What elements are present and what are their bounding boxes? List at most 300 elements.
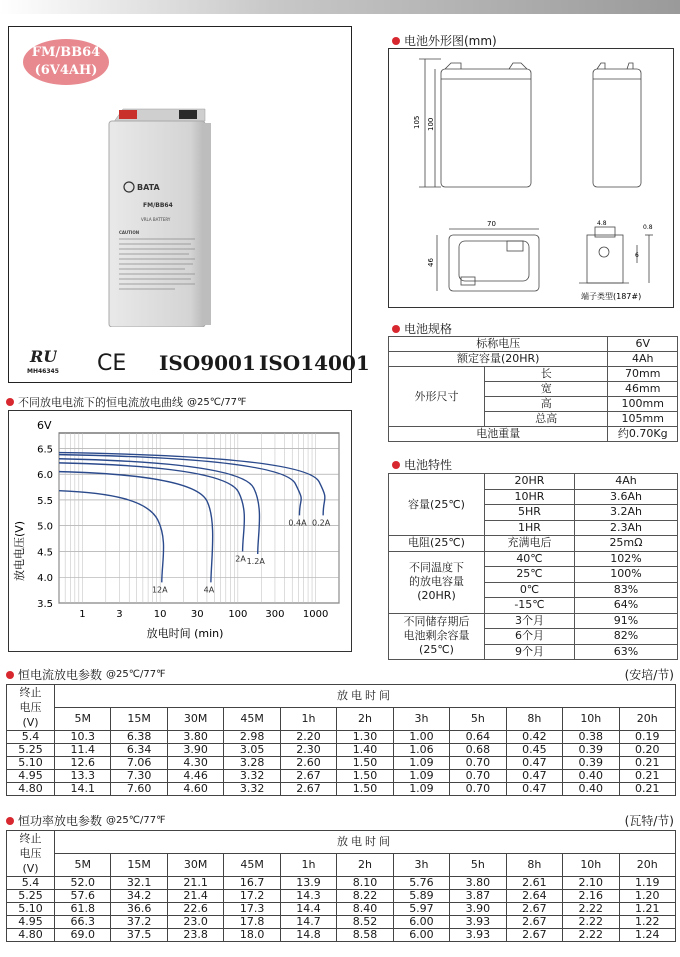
feat-key: -15℃ xyxy=(485,598,575,614)
dim-70: 70 xyxy=(487,220,496,228)
table-cell: 4.80 xyxy=(7,783,55,796)
table-cell: 3.90 xyxy=(450,903,506,916)
table-cell: 3.32 xyxy=(224,783,280,796)
table-cell: 21.1 xyxy=(167,877,223,890)
resist-label: 电阻(25℃) xyxy=(389,536,485,552)
corner-line: 电压 xyxy=(19,701,42,714)
spec-key: 标称电压 xyxy=(389,337,608,352)
cp-title-text: 恒功率放电参数 xyxy=(18,814,103,828)
table-cell: 2.67 xyxy=(506,903,562,916)
feat-key: 6个月 xyxy=(485,629,575,645)
table-cell: 5.89 xyxy=(393,890,449,903)
spec-section-title xyxy=(392,320,452,337)
table-cell: 0.47 xyxy=(506,757,562,770)
table-cell: 2.67 xyxy=(506,916,562,929)
column-header: 20h xyxy=(619,708,675,731)
column-header: 2h xyxy=(337,854,393,877)
column-header: 30M xyxy=(167,854,223,877)
table-row xyxy=(7,770,676,783)
table-cell: 3.80 xyxy=(167,731,223,744)
table-cell: 3.28 xyxy=(224,757,280,770)
table-cell: 0.47 xyxy=(506,770,562,783)
curve-label: 1.2A xyxy=(246,557,265,567)
table-row xyxy=(389,427,678,442)
bullet-icon xyxy=(392,461,400,469)
feat-key: 3个月 xyxy=(485,613,575,629)
feature-table xyxy=(388,473,678,660)
y-tick-label: 5.0 xyxy=(37,521,53,533)
table-cell: 3.05 xyxy=(224,744,280,757)
table-cell: 5.4 xyxy=(7,877,55,890)
y-tick-label: 6.0 xyxy=(37,470,53,482)
table-cell: 3.87 xyxy=(450,890,506,903)
table-cell: 0.42 xyxy=(506,731,562,744)
chart-x-axis-label: 放电时间 (min) xyxy=(146,627,224,640)
discharge-chart xyxy=(9,411,353,653)
chart-y-axis-label: 放电电压(V) xyxy=(13,520,26,582)
table-cell: 1.30 xyxy=(337,731,393,744)
table-row xyxy=(7,929,676,942)
iso14001-cert: ISO14001 xyxy=(259,351,370,375)
certification-row xyxy=(27,345,370,385)
table-cell: 13.9 xyxy=(280,877,336,890)
table-cell: 4.95 xyxy=(7,916,55,929)
corner-line: 终止 xyxy=(19,686,42,699)
table-row xyxy=(389,474,678,490)
spec-key: 额定容量(20HR) xyxy=(389,352,608,367)
table-cell: 1.09 xyxy=(393,770,449,783)
table-cell: 13.3 xyxy=(55,770,111,783)
spec-key: 总高 xyxy=(485,412,608,427)
feat-section-title xyxy=(392,456,452,473)
curve-4A xyxy=(59,472,213,583)
chart-condition: @25℃/77℉ xyxy=(187,396,247,408)
table-row xyxy=(389,337,678,352)
table-cell: 0.19 xyxy=(619,731,675,744)
table-cell: 0.70 xyxy=(450,757,506,770)
table-cell: 0.47 xyxy=(506,783,562,796)
table-cell: 2.60 xyxy=(280,757,336,770)
badge-model: FM/BB64 xyxy=(31,45,101,60)
curve-label: 12A xyxy=(151,585,168,595)
table-row xyxy=(7,890,676,903)
table-row xyxy=(7,744,676,757)
table-cell: 2.67 xyxy=(280,770,336,783)
table-cell: 7.06 xyxy=(111,757,167,770)
table-cell: 2.20 xyxy=(280,731,336,744)
table-row xyxy=(7,916,676,929)
svg-text:RU: RU xyxy=(30,347,57,366)
x-tick-label: 1000 xyxy=(302,609,329,620)
table-cell: 69.0 xyxy=(55,929,111,942)
table-cell: 34.2 xyxy=(111,890,167,903)
bullet-icon xyxy=(6,817,14,825)
corner-cell xyxy=(7,831,55,877)
table-cell: 17.8 xyxy=(224,916,280,929)
table-cell: 4.30 xyxy=(167,757,223,770)
table-cell: 7.60 xyxy=(111,783,167,796)
table-cell: 8.52 xyxy=(337,916,393,929)
model-badge xyxy=(23,39,109,85)
table-cell: 3.93 xyxy=(450,916,506,929)
column-header: 2h xyxy=(337,708,393,731)
cp-condition: @25℃/77℉ xyxy=(106,815,166,826)
table-cell: 5.10 xyxy=(7,903,55,916)
corner-cell xyxy=(7,685,55,731)
spec-value: 4Ah xyxy=(608,352,678,367)
table-cell: 6.00 xyxy=(393,916,449,929)
ul-mark-icon xyxy=(29,345,57,367)
column-header: 3h xyxy=(393,854,449,877)
feat-value: 83% xyxy=(575,582,678,598)
table-cell: 0.38 xyxy=(563,731,619,744)
column-header: 1h xyxy=(280,708,336,731)
spec-title-text: 电池规格 xyxy=(404,322,453,336)
x-tick-label: 30 xyxy=(190,609,204,620)
feat-key: 5HR xyxy=(485,505,575,521)
table-cell: 14.7 xyxy=(280,916,336,929)
discharge-chart-panel xyxy=(8,410,352,652)
feat-value: 3.6Ah xyxy=(575,489,678,505)
column-header: 5h xyxy=(450,708,506,731)
table-cell: 66.3 xyxy=(55,916,111,929)
battery-model-text: FM/BB64 xyxy=(143,202,173,209)
table-cell: 18.0 xyxy=(224,929,280,942)
table-cell: 2.67 xyxy=(506,929,562,942)
table-cell: 8.10 xyxy=(337,877,393,890)
cc-condition: @25℃/77℉ xyxy=(106,669,166,680)
top-gradient-bar xyxy=(0,0,680,14)
curve-0.2A xyxy=(59,453,325,516)
cc-title-text: 恒电流放电参数 xyxy=(18,668,103,682)
table-cell: 11.4 xyxy=(55,744,111,757)
y-tick-label: 6.5 xyxy=(37,444,53,456)
table-row xyxy=(389,551,678,567)
table-cell: 0.40 xyxy=(563,770,619,783)
table-header-row xyxy=(7,685,676,708)
table-cell: 23.8 xyxy=(167,929,223,942)
temp-label-line: 不同温度下 xyxy=(409,561,464,574)
table-cell: 0.39 xyxy=(563,757,619,770)
spec-key: 宽 xyxy=(485,382,608,397)
table-cell: 52.0 xyxy=(55,877,111,890)
table-cell: 0.21 xyxy=(619,770,675,783)
table-cell: 3.32 xyxy=(224,770,280,783)
chart-title-text: 不同放电电流下的恒电流放电曲线 xyxy=(18,396,183,409)
table-cell: 2.67 xyxy=(280,783,336,796)
table-cell: 1.40 xyxy=(337,744,393,757)
dims-section-title xyxy=(392,32,497,49)
table-cell: 5.10 xyxy=(7,757,55,770)
feat-key: 充满电后 xyxy=(485,536,575,552)
table-cell: 6.38 xyxy=(111,731,167,744)
store-label-line: 电池剩余容量 xyxy=(403,629,470,643)
y-tick-label: 3.5 xyxy=(37,599,53,610)
curve-label: 0.2A xyxy=(312,518,331,528)
table-cell: 0.70 xyxy=(450,770,506,783)
curve-label: 4A xyxy=(203,585,215,595)
table-cell: 0.40 xyxy=(563,783,619,796)
table-cell: 0.21 xyxy=(619,757,675,770)
table-cell: 21.4 xyxy=(167,890,223,903)
curve-label: 2A xyxy=(235,554,246,564)
feat-key: 10HR xyxy=(485,489,575,505)
feat-value: 2.3Ah xyxy=(575,520,678,536)
cp-unit: (瓦特/节) xyxy=(624,814,674,828)
y-tick-label: 5.5 xyxy=(37,495,53,507)
feat-value: 102% xyxy=(575,551,678,567)
x-tick-label: 10 xyxy=(153,609,167,620)
table-cell: 1.09 xyxy=(393,783,449,796)
table-row xyxy=(389,352,678,367)
feat-value: 91% xyxy=(575,613,678,629)
corner-line: 终止 xyxy=(19,832,42,845)
table-header-row xyxy=(7,708,676,731)
table-cell: 61.8 xyxy=(55,903,111,916)
table-cell: 2.98 xyxy=(224,731,280,744)
y-tick-label: 4.0 xyxy=(37,573,53,585)
cc-unit: (安培/节) xyxy=(624,668,674,682)
table-row xyxy=(389,367,678,382)
table-cell: 0.21 xyxy=(619,783,675,796)
table-cell: 2.22 xyxy=(563,903,619,916)
chart-y-top-label: 6V xyxy=(37,419,52,432)
dimension-drawing xyxy=(389,49,675,309)
table-cell: 6.34 xyxy=(111,744,167,757)
table-cell: 57.6 xyxy=(55,890,111,903)
dim-0-8: 0.8 xyxy=(643,224,653,231)
table-cell: 8.22 xyxy=(337,890,393,903)
table-cell: 1.20 xyxy=(619,890,675,903)
table-cell: 3.80 xyxy=(450,877,506,890)
column-header: 8h xyxy=(506,708,562,731)
corner-line: (V) xyxy=(22,862,39,875)
dim-105: 105 xyxy=(413,115,421,129)
feat-value: 63% xyxy=(575,644,678,660)
feat-value: 100% xyxy=(575,567,678,583)
temp-label xyxy=(389,551,485,613)
table-cell: 5.25 xyxy=(7,890,55,903)
group-header: 放电时间 xyxy=(55,685,676,708)
capacity-label: 容量(25℃) xyxy=(389,474,485,536)
constant-power-table xyxy=(6,830,676,942)
x-tick-label: 3 xyxy=(116,609,123,620)
table-cell: 14.1 xyxy=(55,783,111,796)
table-cell: 8.58 xyxy=(337,929,393,942)
table-cell: 4.60 xyxy=(167,783,223,796)
battery-caution-text: CAUTION xyxy=(119,230,140,235)
spec-key: 电池重量 xyxy=(389,427,608,442)
column-header: 45M xyxy=(224,708,280,731)
bullet-icon xyxy=(6,671,14,679)
store-label xyxy=(389,613,485,660)
curve-2A xyxy=(59,463,244,552)
table-row xyxy=(389,536,678,552)
table-cell: 8.40 xyxy=(337,903,393,916)
table-cell: 2.30 xyxy=(280,744,336,757)
dim-100: 100 xyxy=(427,117,435,131)
table-cell: 1.50 xyxy=(337,770,393,783)
table-cell: 0.45 xyxy=(506,744,562,757)
table-cell: 7.30 xyxy=(111,770,167,783)
table-cell: 36.6 xyxy=(111,903,167,916)
table-cell: 5.97 xyxy=(393,903,449,916)
table-cell: 14.4 xyxy=(280,903,336,916)
table-cell: 1.19 xyxy=(619,877,675,890)
column-header: 5M xyxy=(55,854,111,877)
table-row xyxy=(7,757,676,770)
table-cell: 2.10 xyxy=(563,877,619,890)
column-header: 15M xyxy=(111,708,167,731)
feat-value: 64% xyxy=(575,598,678,614)
ce-mark-icon: CE xyxy=(97,351,127,376)
table-cell: 4.46 xyxy=(167,770,223,783)
feat-value: 82% xyxy=(575,629,678,645)
column-header: 5M xyxy=(55,708,111,731)
feat-key: 0℃ xyxy=(485,582,575,598)
y-tick-label: 4.5 xyxy=(37,547,53,559)
x-tick-label: 100 xyxy=(228,609,248,620)
chart-section-title xyxy=(6,394,247,410)
temp-label-line: 的放电容量 xyxy=(409,575,464,588)
constant-current-table xyxy=(6,684,676,796)
table-cell: 0.64 xyxy=(450,731,506,744)
ul-number: MH46345 xyxy=(27,368,59,375)
table-cell: 1.50 xyxy=(337,783,393,796)
spec-value: 46mm xyxy=(608,382,678,397)
table-cell: 1.50 xyxy=(337,757,393,770)
x-tick-label: 1 xyxy=(79,609,86,620)
table-cell: 0.20 xyxy=(619,744,675,757)
spec-key: 长 xyxy=(485,367,608,382)
column-header: 20h xyxy=(619,854,675,877)
temp-label-line: (20HR) xyxy=(417,589,456,602)
table-cell: 37.2 xyxy=(111,916,167,929)
table-header-row xyxy=(7,854,676,877)
column-header: 8h xyxy=(506,854,562,877)
table-cell: 17.2 xyxy=(224,890,280,903)
table-cell: 2.16 xyxy=(563,890,619,903)
size-label: 外形尺寸 xyxy=(389,367,485,427)
curve-label: 0.4A xyxy=(288,518,307,528)
table-cell: 3.90 xyxy=(167,744,223,757)
table-row xyxy=(389,613,678,629)
table-header-row xyxy=(7,831,676,854)
terminal-caption: 端子类型(187#) xyxy=(581,292,642,301)
table-cell: 23.0 xyxy=(167,916,223,929)
table-cell: 4.80 xyxy=(7,929,55,942)
feat-value: 25mΩ xyxy=(575,536,678,552)
table-cell: 14.8 xyxy=(280,929,336,942)
iso9001-cert: ISO9001 xyxy=(159,351,256,375)
table-cell: 0.39 xyxy=(563,744,619,757)
table-cell: 1.21 xyxy=(619,903,675,916)
column-header: 45M xyxy=(224,854,280,877)
bullet-icon xyxy=(392,37,400,45)
table-cell: 2.64 xyxy=(506,890,562,903)
store-label-line: 不同储存期后 xyxy=(403,615,470,629)
feat-key: 40℃ xyxy=(485,551,575,567)
spec-table xyxy=(388,336,678,442)
feat-key: 20HR xyxy=(485,474,575,490)
bullet-icon xyxy=(6,398,14,406)
table-row xyxy=(7,903,676,916)
feat-key: 25℃ xyxy=(485,567,575,583)
column-header: 10h xyxy=(563,708,619,731)
dimension-diagram xyxy=(388,48,674,308)
column-header: 3h xyxy=(393,708,449,731)
dim-6: 6 xyxy=(635,252,639,259)
feat-title-text: 电池特性 xyxy=(404,458,453,472)
dim-4-8: 4.8 xyxy=(597,220,607,227)
table-cell: 17.3 xyxy=(224,903,280,916)
column-header: 30M xyxy=(167,708,223,731)
dims-title-text: 电池外形图(mm) xyxy=(404,34,497,48)
battery-illustration xyxy=(105,107,213,327)
spec-value: 6V xyxy=(608,337,678,352)
spec-value: 105mm xyxy=(608,412,678,427)
table-cell: 5.4 xyxy=(7,731,55,744)
feat-key: 9个月 xyxy=(485,644,575,660)
table-cell: 10.3 xyxy=(55,731,111,744)
table-cell: 2.22 xyxy=(563,916,619,929)
table-cell: 2.22 xyxy=(563,929,619,942)
battery-sub-text: VRLA BATTERY xyxy=(141,217,171,222)
column-header: 1h xyxy=(280,854,336,877)
table-cell: 1.09 xyxy=(393,757,449,770)
cc-section-title xyxy=(6,666,166,683)
column-header: 5h xyxy=(450,854,506,877)
table-row xyxy=(7,731,676,744)
table-row xyxy=(7,877,676,890)
battery-brand: BATA xyxy=(137,183,160,192)
table-cell: 2.61 xyxy=(506,877,562,890)
store-label-line: (25℃) xyxy=(419,643,454,657)
table-cell: 0.68 xyxy=(450,744,506,757)
spec-value: 约0.70Kg xyxy=(608,427,678,442)
spec-value: 100mm xyxy=(608,397,678,412)
corner-line: (V) xyxy=(22,716,39,729)
product-photo-panel xyxy=(8,26,370,383)
badge-spec: (6V4AH) xyxy=(34,63,98,78)
column-header: 15M xyxy=(111,854,167,877)
group-header: 放电时间 xyxy=(55,831,676,854)
feat-value: 4Ah xyxy=(575,474,678,490)
table-cell: 1.00 xyxy=(393,731,449,744)
cp-section-title xyxy=(6,812,166,829)
feat-key: 1HR xyxy=(485,520,575,536)
corner-line: 电压 xyxy=(19,847,42,860)
table-cell: 4.95 xyxy=(7,770,55,783)
table-cell: 16.7 xyxy=(224,877,280,890)
bullet-icon xyxy=(392,325,400,333)
table-cell: 14.3 xyxy=(280,890,336,903)
spec-value: 70mm xyxy=(608,367,678,382)
table-cell: 6.00 xyxy=(393,929,449,942)
dim-46: 46 xyxy=(427,258,435,267)
table-cell: 37.5 xyxy=(111,929,167,942)
table-cell: 3.93 xyxy=(450,929,506,942)
table-row xyxy=(7,783,676,796)
table-cell: 0.70 xyxy=(450,783,506,796)
table-cell: 1.24 xyxy=(619,929,675,942)
spec-key: 高 xyxy=(485,397,608,412)
table-cell: 1.22 xyxy=(619,916,675,929)
table-cell: 1.06 xyxy=(393,744,449,757)
table-cell: 5.25 xyxy=(7,744,55,757)
x-tick-label: 300 xyxy=(265,609,285,620)
table-cell: 22.6 xyxy=(167,903,223,916)
